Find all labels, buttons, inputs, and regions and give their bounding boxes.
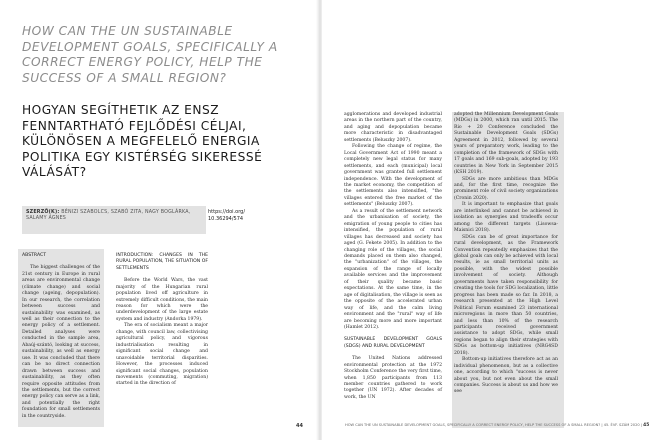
doi-link[interactable]: [208, 209, 308, 222]
intro-paragraph: Before the World Wars, the vast majority of the Hungarian rural population lived off agriculture in extremely difficult conditions, the main reason for which were the underdevelopment of the large estate system and industry (Andorka 1979).: [116, 278, 208, 322]
body-paragraph: agglomerations and developed industrial areas in the northern part of the country, and aging and depopulation became more characteristic in disadvantaged settlements (Beluszky 2007).: [344, 112, 442, 143]
introduction-heading: INTRODUCTION: CHANGES IN THE RURAL POPULATION, THE SITUATION OF SETTLEMENTS: [116, 253, 208, 271]
article-title-english: HOW CAN THE UN SUSTAINABLE DEVELOPMENT GOALS, SPECIFICALLY A CORRECT ENERGY POLICY, HELP THE SUCCESS OF A SMALL REGION?: [22, 24, 278, 85]
body-paragraph: SDGs can be of great importance for rural development, as the Framework Convention repeatedly emphasizes that the global goals can only be achieved with local results, ie as small territorial units as possible, with the widest possible involvement of society. Although governments have taken responsibility for creating the tools for SDG localization, little progress has been made so far. In 2018, a research presented at the High Level Political Forum examined 23 international microregions in more than 50 countries, and less than 10% of the research participants received government assistance to adopt SDGs, while small regions began to align their strategies with SDGs as bottom-up initiatives (NRG4SD 2018).: [454, 234, 558, 356]
right-page-column-1: [344, 112, 442, 428]
body-paragraph: It is important to emphasize that goals are interlinked and cannot be achieved in isolation as synergies and tradeoffs occur among the different targets (Lisowsa-Maisnici 2018).: [454, 202, 558, 234]
authors-label: SZERZŐ(K):: [26, 210, 60, 215]
abstract-heading: ABSTRACT: [22, 253, 47, 258]
right-page-column-2: [454, 112, 558, 428]
author-line: [26, 210, 204, 223]
left-page: [0, 0, 318, 440]
body-paragraph: SDGs are more ambitious than MDGs and, for the first time, recognize the prominent role of civil society organizations (Cronin 2020).: [454, 176, 558, 201]
doi-line-1: https://doi.org/: [208, 209, 246, 215]
author-band: [22, 206, 206, 234]
section-heading-sdgs: SUSTAINABLE DEVELOPMENT GOALS (SDGS) AND RURAL DEVELOPMENT: [344, 337, 442, 349]
abstract-column: [22, 253, 100, 425]
page-number-right: 45: [643, 423, 649, 428]
body-paragraph: As a result of the settlement network and the urbanisation of society, the emigration of young people to cities has intensified, the population of rural villages has decreased and society has aged (G. Fekete 2005). In addition to the changing role of the villages, the social demands placed on them also changed, the "urbanization" of the villages, the expansion of the range of locally available services and the improvement of their quality became basic expectations. At the same time, in the age of digitalisation, the village is seen as the opposite of the accelerated urban way of life, and the calm living environment and the "rural" way of life are becoming more and more important (Hamlet 2012).: [344, 208, 442, 330]
body-paragraph: The United Nations addressed environmental protection at the 1972 Stockholm Conference the very first time, when 1,850 participants from 113 member countries gathered to work together (UN 1972). After decades of work, the UN: [344, 356, 442, 400]
body-paragraph: Following the change of regime, the Local Government Act of 1990 meant a completely new legal status for many settlements, and each (municipal) local government was granted full settlement independence. With the development of the market economy, the competition of the settlements also intensified, "the villages entered the free market of the settlements" (Beluszky 2007).: [344, 144, 442, 208]
introduction-column: [116, 253, 208, 425]
running-title: HOW CAN THE UN SUSTAINABLE DEVELOPMENT GOALS, SPECIFICALLY A CORRECT ENERGY POLICY, HELP THE SUCCESS OF A SMALL REGION?: [345, 423, 601, 427]
authors-names: BÉNIZI SZABOLCS, SZABÓ ZITA, NAGY BOGLÁRKA, SALAMY ÁGNES: [26, 210, 191, 222]
issue-meta: | 45. ÉVF. SZÁM 2020 |: [601, 423, 643, 427]
page-number-left: 44: [296, 423, 303, 429]
article-title-hungarian: HOGYAN SEGÍTHETIK AZ ENSZ FENNTARTHATÓ FEJLŐDÉSI CÉLJAI, KÜLÖNÖSEN A MEGFELELŐ ENERGIA POLITIKA EGY KISTÉRSÉG SIKERESSÉ VÁLÁSÁT?: [22, 103, 263, 180]
doi-line-2: 10.36294/574: [208, 215, 244, 222]
body-paragraph: Bottom-up initiatives therefore act as an individual phenomenon, but as a collective one, according to which "success is never about you, but not even about the small companies. Success is about us and how we see: [454, 357, 558, 395]
body-paragraph: adopted the Millennium Development Goals (MDGs) in 2000, which ran until 2015. The Rio + 20 Conference concluded the Sustainable Development Goals (SDGs) Agreement in 2012, followed by several years of preparatory work, leading to the completion of the framework of SDGs with 17 goals and 169 sub-goals, adopted by 193 countries in New York in September 2015 (KSH 2019).: [454, 112, 558, 176]
abstract-text: The biggest challenges of the 21st century in Europe in rural areas are environmental change (climate change) and social change (ageing, depopulation). In our research, the correlation between success and sustainability was examined, as well as their connection to the energy policy of a settlement. Detailed analyses were conducted in the sample area, Abaúj-szántó, looking at success, sustainability, as well as energy use. It was concluded that there can be no direct connection drawn between success and sustainability, as they often require opposite attitudes from the settlements, but the correct energy policy can serve as a link, and potentially the right foundation for small settlements in the countryside.: [22, 265, 100, 419]
intro-paragraph: The era of socialism meant a major change, with council law, collectivising agricultural policy, and vigorous industrialisation resulting in significant social change and unavoidable territorial disparities. However, the processes induced significant social changes, population movements (commuting, migration) started in the direction of: [116, 323, 208, 387]
